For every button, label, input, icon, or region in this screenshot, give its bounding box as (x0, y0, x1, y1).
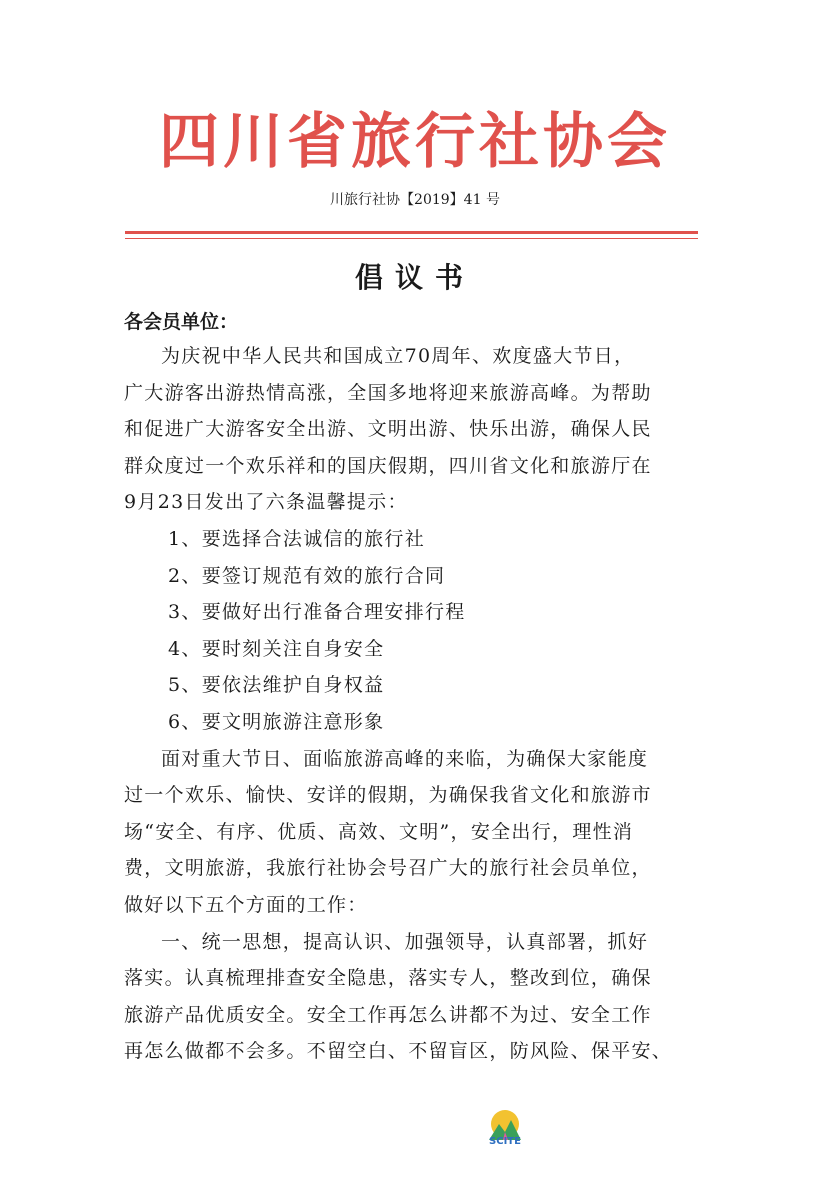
tip-item: 6、要文明旅游注意形象 (168, 711, 385, 733)
document-title: 倡议书 (354, 261, 475, 294)
tip-item: 1、要选择合法诚信的旅行社 (168, 528, 425, 550)
body-line: 和促进广大游客安全出游、文明出游、快乐出游，确保人民 (124, 418, 652, 440)
body-line: 再怎么做都不会多。不留空白、不留盲区，防风险、保平安、 (124, 1040, 673, 1062)
body-line: 面对重大节日、面临旅游高峰的来临，为确保大家能度 (161, 748, 649, 770)
body-line: 群众度过一个欢乐祥和的国庆假期，四川省文化和旅游厅在 (124, 455, 652, 477)
tip-item: 3、要做好出行准备合理安排行程 (168, 601, 466, 623)
body-line: 费，文明旅游，我旅行社协会号召广大的旅行社会员单位， (124, 857, 652, 879)
tip-item: 5、要依法维护自身权益 (168, 674, 385, 696)
body-line: 场“安全、有序、优质、高效、文明”，安全出行，理性消 (124, 821, 634, 843)
document-number: 川旅行社协【2019】41 号 (330, 192, 500, 208)
header-rule-thick (125, 231, 698, 234)
body-line: 广大游客出游热情高涨，全国多地将迎来旅游高峰。为帮助 (124, 382, 652, 404)
body-line: 做好以下五个方面的工作： (124, 894, 368, 916)
org-name-header: 四川省旅行社协会 (159, 107, 671, 177)
body-line: 一、统一思想，提高认识、加强领导，认真部署，抓好 (161, 931, 649, 953)
body-line: 9月23日发出了六条温馨提示： (124, 491, 408, 513)
tip-item: 2、要签订规范有效的旅行合同 (168, 565, 446, 587)
body-line: 落实。认真梳理排查安全隐患，落实专人，整改到位，确保 (124, 967, 652, 989)
tip-item: 4、要时刻关注自身安全 (168, 638, 385, 660)
header-rule-thin (125, 238, 698, 239)
body-line: 过一个欢乐、愉快、安详的假期，为确保我省文化和旅游市 (124, 784, 652, 806)
salutation: 各会员单位： (124, 311, 239, 333)
body-line: 旅游产品优质安全。安全工作再怎么讲都不为过、安全工作 (124, 1004, 652, 1026)
logo-text: SCITE (489, 1136, 521, 1147)
body-line: 为庆祝中华人民共和国成立70周年、欢度盛大节日， (161, 345, 635, 367)
